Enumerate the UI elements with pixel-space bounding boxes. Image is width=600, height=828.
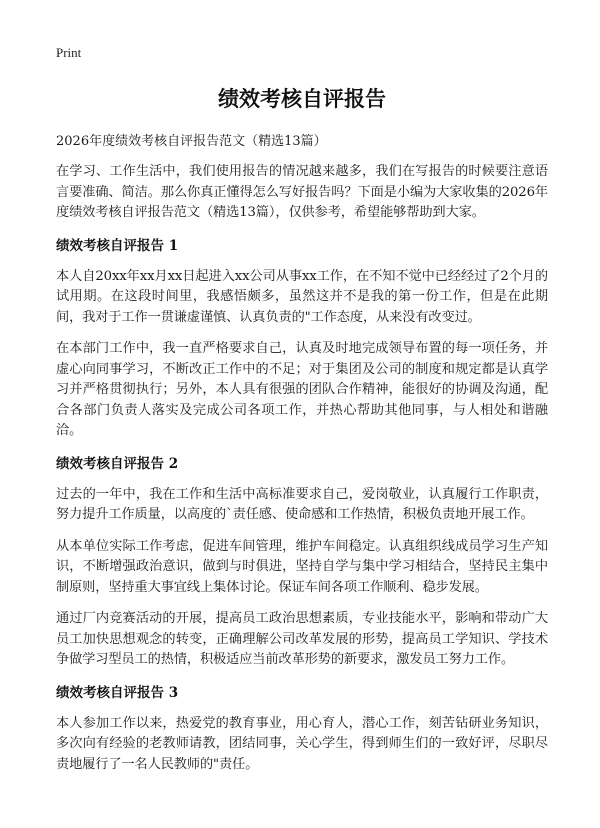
section-paragraph: 从本单位实际工作考虑，促进车间管理，维护车间稳定。认真组织线成员学习生产知识，不断增强政治意识，做到与时俱进，坚持自学与集中学习相结合，坚持民主集中制原则，坚持重大事宜线上集体讨论。保证车间各项工作顺利、稳步发展。 <box>56 538 548 595</box>
section-heading: 绩效考核自评报告 1 <box>56 237 179 254</box>
section-1 <box>56 235 548 442</box>
section-3 <box>56 682 548 776</box>
section-paragraph: 本人参加工作以来，热爱党的教育事业，用心育人，潜心工作，刻苦钻研业务知识，多次向有经验的老教师请教，团结同事，关心学生，得到师生们的一致好评，尽职尽责地履行了一名人民教师的"责任。 <box>56 715 548 772</box>
section-paragraph: 在本部门工作中，我一直严格要求自己，认真及时地完成领导布置的每一项任务，并虚心向同事学习，不断改正工作中的不足；对于集团及公司的制度和规定都是认真学习并严格贯彻执行；另外，本人具有很强的团队合作精神，能很好的协调及沟通，配合各部门负责人落实及完成公司各项工作，并热心帮助其他同事，与人相处和谐融洽。 <box>56 341 548 438</box>
section-heading: 绩效考核自评报告 2 <box>56 455 179 472</box>
section-2 <box>56 453 548 671</box>
page-title: 绩效考核自评报告 <box>218 86 386 111</box>
intro-paragraph: 在学习、工作生活中，我们使用报告的情况越来越多，我们在写报告的时候要注意语言要准确、简洁。那么你真正懂得怎么写好报告吗？下面是小编为大家收集的2026年度绩效考核自评报告范文（精选13篇），仅供参考，希望能够帮助到大家。 <box>56 164 548 220</box>
section-heading: 绩效考核自评报告 3 <box>56 684 179 701</box>
section-paragraph: 通过厂内竞赛活动的开展，提高员工政治思想素质，专业技能水平，影响和带动广大员工加快思想观念的转变，正确理解公司改革发展的形势，提高员工学知识、学技术争做学习型员工的热情，积极适应当前改革形势的新要求，激发员工努力工作。 <box>56 611 548 667</box>
section-paragraph: 本人自20xx年xx月xx日起进入xx公司从事xx工作，在不知不觉中已经经过了2个月的试用期。在这段时间里，我感悟颇多，虽然这并不是我的第一份工作，但是在此期间，我对于工作一贯谦虚谨慎、认真负责的"工作态度，从来没有改变过。 <box>56 268 548 325</box>
document-subtitle: 2026年度绩效考核自评报告范文（精选13篇） <box>56 134 327 149</box>
section-paragraph: 过去的一年中，我在工作和生活中高标准要求自己，爱岗敬业，认真履行工作职责，努力提升工作质量，以高度的`责任感、使命感和工作热情，积极负责地开展工作。 <box>56 486 548 522</box>
print-link[interactable]: Print <box>56 45 82 60</box>
